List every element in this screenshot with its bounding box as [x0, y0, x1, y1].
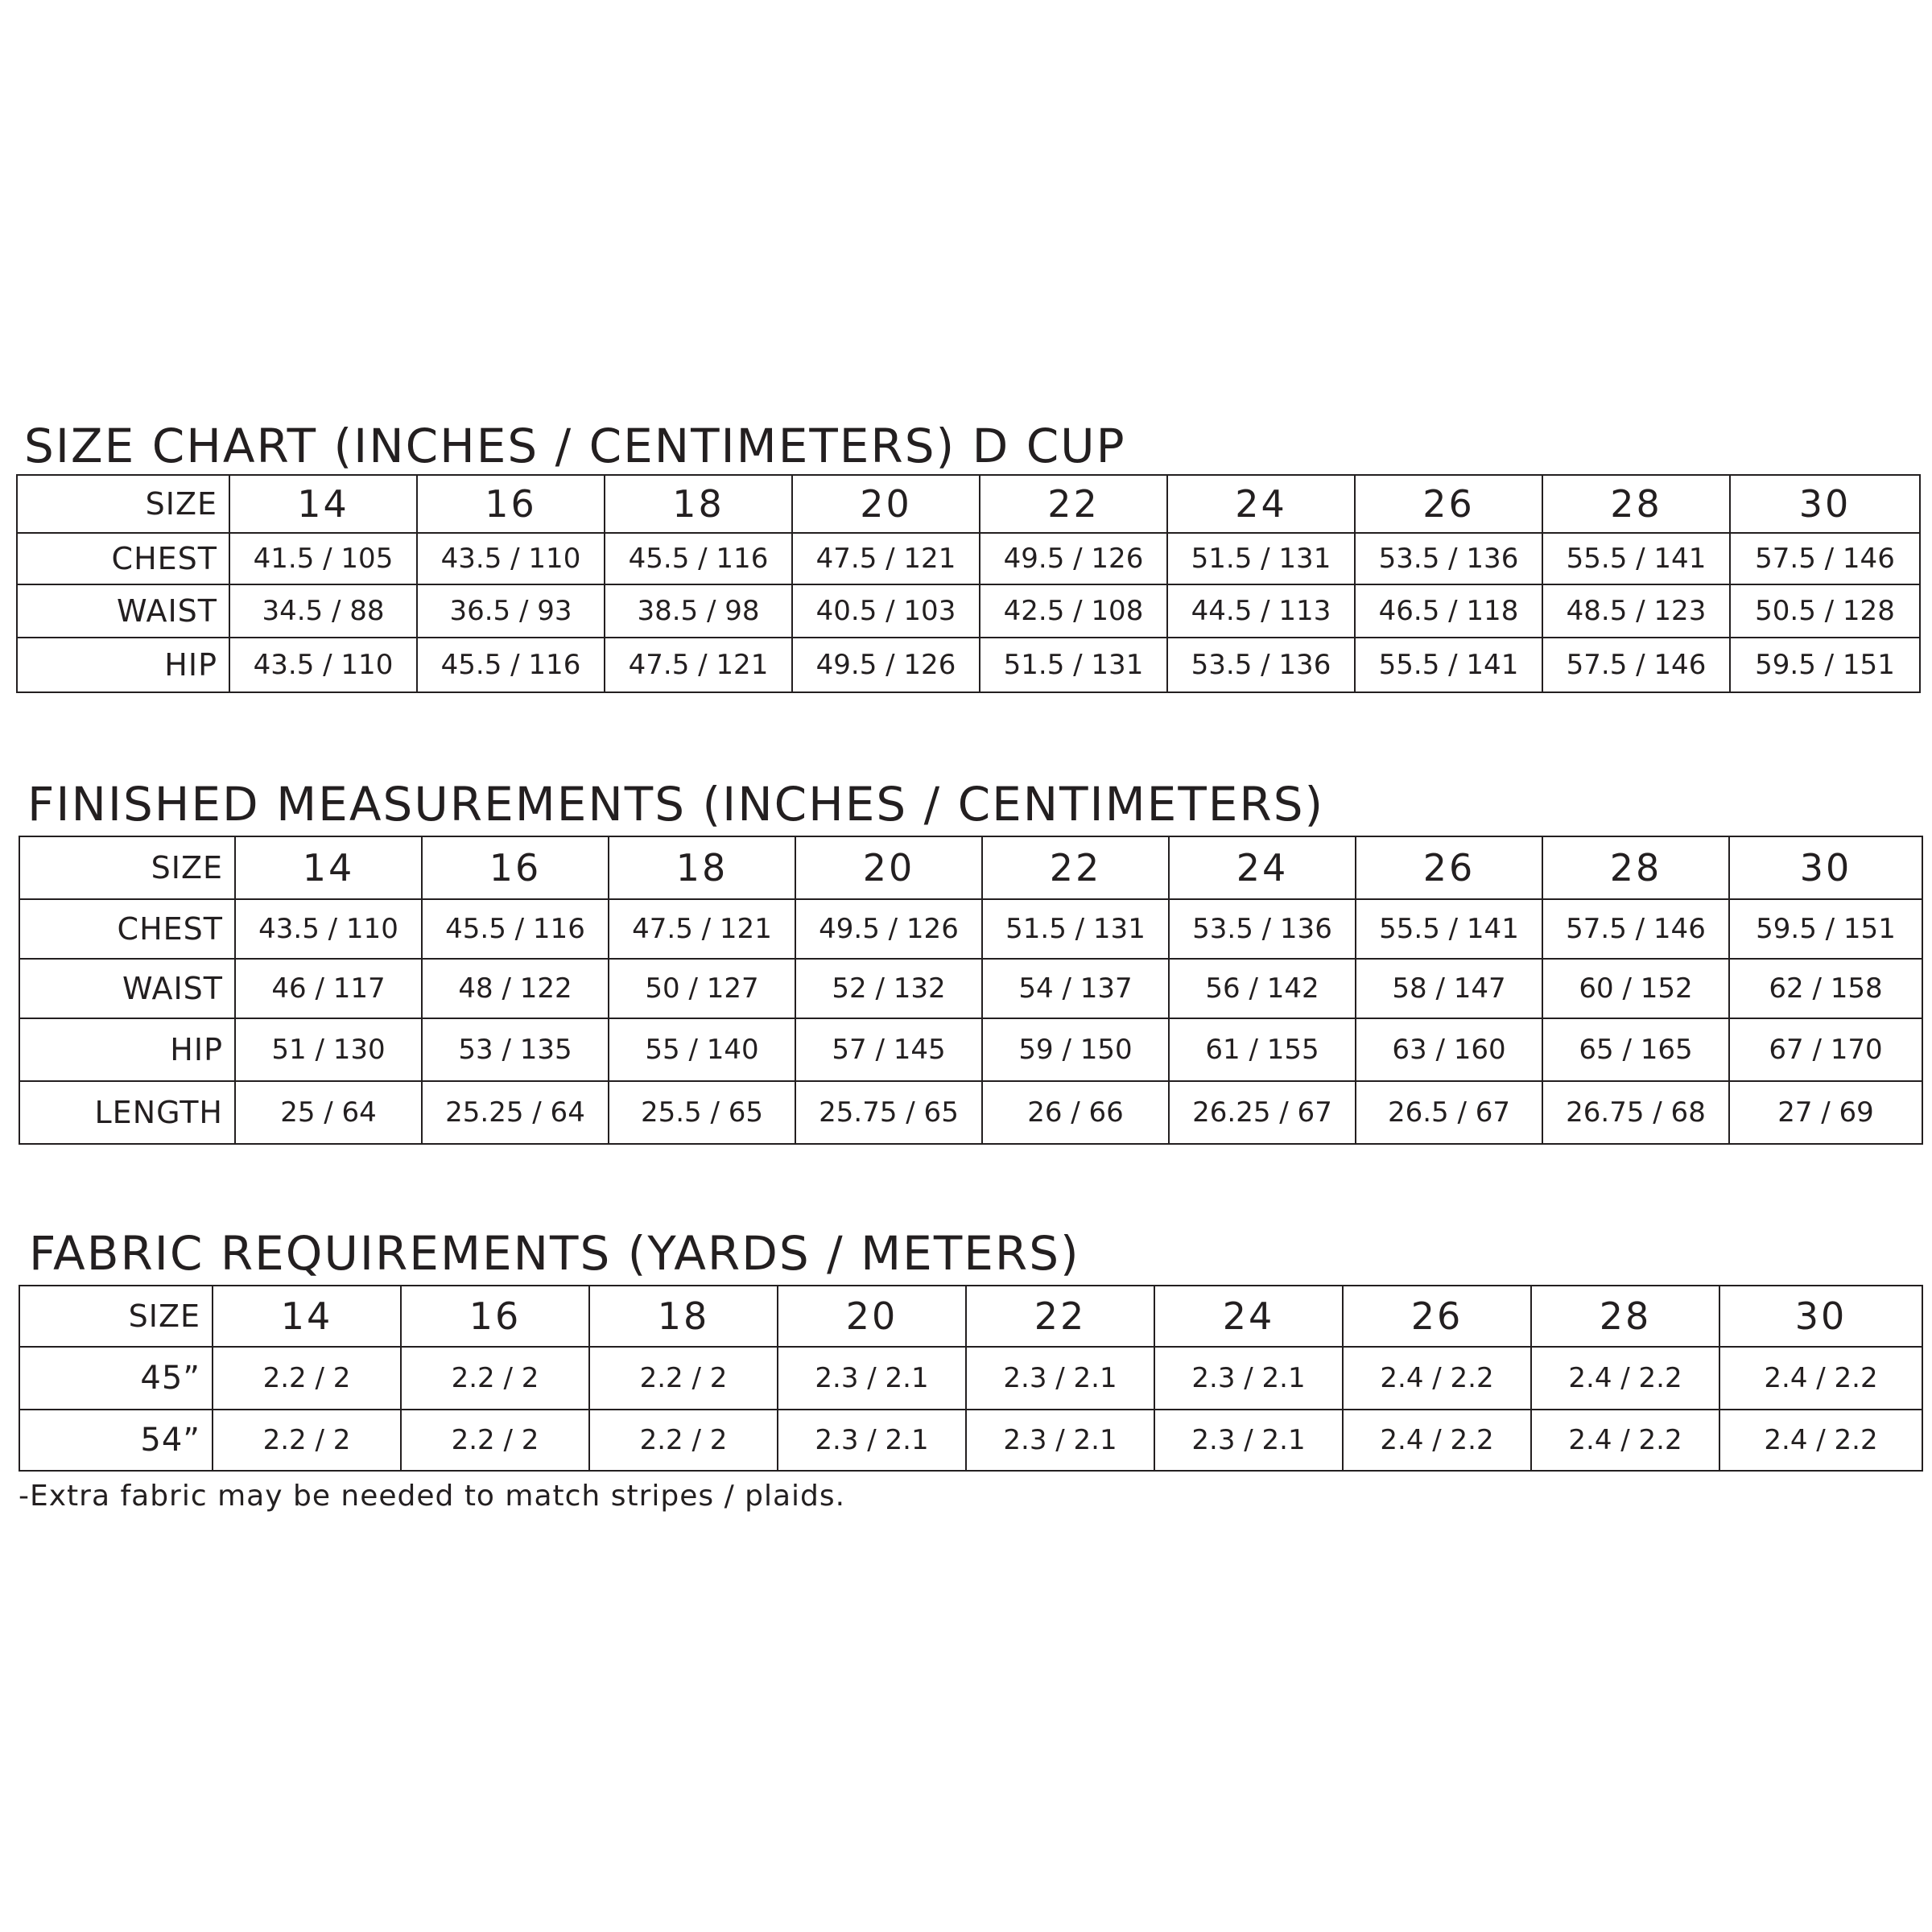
table-cell: 57 / 145	[795, 1018, 982, 1081]
table-row	[17, 533, 1920, 584]
table-cell: 58 / 147	[1356, 959, 1542, 1018]
table-row	[19, 1081, 1922, 1144]
table-cell: 51 / 130	[235, 1018, 422, 1081]
size-16: 16	[401, 1286, 589, 1347]
row-label-waist: WAIST	[19, 959, 235, 1018]
size-header-row	[17, 475, 1920, 533]
size-24: 24	[1169, 836, 1356, 899]
table-cell: 2.3 / 2.1	[1154, 1347, 1343, 1410]
size-26: 26	[1356, 836, 1542, 899]
table-cell: 52 / 132	[795, 959, 982, 1018]
row-label-length: LENGTH	[19, 1081, 235, 1144]
row-label-54-inch: 54”	[19, 1410, 213, 1471]
size-22: 22	[982, 836, 1169, 899]
table-cell: 54 / 137	[982, 959, 1169, 1018]
table-cell: 47.5 / 121	[605, 638, 792, 692]
size-18: 18	[609, 836, 795, 899]
table-cell: 41.5 / 105	[229, 533, 417, 584]
table-cell: 57.5 / 146	[1542, 638, 1730, 692]
table-cell: 57.5 / 146	[1542, 899, 1729, 959]
table-cell: 25.25 / 64	[422, 1081, 609, 1144]
table-cell: 50.5 / 128	[1730, 584, 1920, 638]
table-cell: 2.2 / 2	[401, 1410, 589, 1471]
table-cell: 36.5 / 93	[417, 584, 605, 638]
table-cell: 65 / 165	[1542, 1018, 1729, 1081]
table-cell: 34.5 / 88	[229, 584, 417, 638]
table-cell: 2.3 / 2.1	[966, 1347, 1154, 1410]
table-cell: 47.5 / 121	[792, 533, 980, 584]
table-cell: 2.2 / 2	[401, 1347, 589, 1410]
size-18: 18	[589, 1286, 778, 1347]
table-row	[19, 959, 1922, 1018]
table-cell: 44.5 / 113	[1167, 584, 1355, 638]
table-cell: 67 / 170	[1729, 1018, 1922, 1081]
size-26: 26	[1343, 1286, 1531, 1347]
table-cell: 61 / 155	[1169, 1018, 1356, 1081]
size-24: 24	[1154, 1286, 1343, 1347]
table-cell: 50 / 127	[609, 959, 795, 1018]
table-cell: 45.5 / 116	[605, 533, 792, 584]
row-label-chest: CHEST	[19, 899, 235, 959]
table-cell: 51.5 / 131	[980, 638, 1167, 692]
table-cell: 51.5 / 131	[1167, 533, 1355, 584]
table-cell: 45.5 / 116	[417, 638, 605, 692]
table-cell: 48 / 122	[422, 959, 609, 1018]
table-row	[17, 638, 1920, 692]
table-cell: 47.5 / 121	[609, 899, 795, 959]
table-cell: 62 / 158	[1729, 959, 1922, 1018]
table-cell: 55.5 / 141	[1355, 638, 1542, 692]
table-cell: 43.5 / 110	[417, 533, 605, 584]
fabric-footnote: -Extra fabric may be needed to match stripes / plaids.	[19, 1480, 846, 1513]
size-28: 28	[1531, 1286, 1719, 1347]
table-row	[19, 899, 1922, 959]
size-14: 14	[229, 475, 417, 533]
table-cell: 2.3 / 2.1	[966, 1410, 1154, 1471]
table-cell: 46.5 / 118	[1355, 584, 1542, 638]
finished-measurements-table	[19, 836, 1923, 1145]
table-cell: 55 / 140	[609, 1018, 795, 1081]
size-22: 22	[966, 1286, 1154, 1347]
size-20: 20	[795, 836, 982, 899]
table-cell: 49.5 / 126	[980, 533, 1167, 584]
table-cell: 25 / 64	[235, 1081, 422, 1144]
table-cell: 49.5 / 126	[795, 899, 982, 959]
table-cell: 59.5 / 151	[1730, 638, 1920, 692]
size-label: SIZE	[19, 1286, 213, 1347]
table-cell: 40.5 / 103	[792, 584, 980, 638]
table-cell: 53.5 / 136	[1167, 638, 1355, 692]
table-cell: 2.2 / 2	[213, 1347, 401, 1410]
table-cell: 43.5 / 110	[229, 638, 417, 692]
table-cell: 26.25 / 67	[1169, 1081, 1356, 1144]
table-cell: 53.5 / 136	[1169, 899, 1356, 959]
size-30: 30	[1719, 1286, 1922, 1347]
table-row	[19, 1018, 1922, 1081]
row-label-hip: HIP	[17, 638, 229, 692]
table-cell: 26.5 / 67	[1356, 1081, 1542, 1144]
finished-measurements-title: FINISHED MEASUREMENTS (INCHES / CENTIMETERS)	[27, 777, 1325, 832]
table-cell: 2.4 / 2.2	[1343, 1347, 1531, 1410]
row-label-hip: HIP	[19, 1018, 235, 1081]
size-20: 20	[792, 475, 980, 533]
table-cell: 46 / 117	[235, 959, 422, 1018]
table-row	[19, 1410, 1922, 1471]
table-cell: 53 / 135	[422, 1018, 609, 1081]
table-cell: 2.4 / 2.2	[1343, 1410, 1531, 1471]
table-cell: 43.5 / 110	[235, 899, 422, 959]
table-cell: 60 / 152	[1542, 959, 1729, 1018]
table-cell: 57.5 / 146	[1730, 533, 1920, 584]
size-label: SIZE	[17, 475, 229, 533]
table-row	[17, 584, 1920, 638]
size-16: 16	[422, 836, 609, 899]
table-cell: 2.2 / 2	[589, 1410, 778, 1471]
size-26: 26	[1355, 475, 1542, 533]
size-header-row	[19, 836, 1922, 899]
table-cell: 45.5 / 116	[422, 899, 609, 959]
table-cell: 59 / 150	[982, 1018, 1169, 1081]
size-chart-table	[16, 474, 1921, 693]
row-label-waist: WAIST	[17, 584, 229, 638]
size-28: 28	[1542, 475, 1730, 533]
table-cell: 2.4 / 2.2	[1719, 1347, 1922, 1410]
table-row	[19, 1347, 1922, 1410]
size-label: SIZE	[19, 836, 235, 899]
table-cell: 27 / 69	[1729, 1081, 1922, 1144]
size-30: 30	[1729, 836, 1922, 899]
size-chart-title: SIZE CHART (INCHES / CENTIMETERS) D CUP	[24, 419, 1126, 473]
table-cell: 38.5 / 98	[605, 584, 792, 638]
table-cell: 59.5 / 151	[1729, 899, 1922, 959]
fabric-requirements-table	[19, 1285, 1923, 1472]
table-cell: 2.2 / 2	[589, 1347, 778, 1410]
table-cell: 26.75 / 68	[1542, 1081, 1729, 1144]
table-cell: 25.75 / 65	[795, 1081, 982, 1144]
size-24: 24	[1167, 475, 1355, 533]
table-cell: 48.5 / 123	[1542, 584, 1730, 638]
table-cell: 25.5 / 65	[609, 1081, 795, 1144]
size-30: 30	[1730, 475, 1920, 533]
table-cell: 2.4 / 2.2	[1531, 1410, 1719, 1471]
size-22: 22	[980, 475, 1167, 533]
size-28: 28	[1542, 836, 1729, 899]
table-cell: 51.5 / 131	[982, 899, 1169, 959]
table-cell: 55.5 / 141	[1542, 533, 1730, 584]
fabric-requirements-title: FABRIC REQUIREMENTS (YARDS / METERS)	[29, 1226, 1080, 1281]
table-cell: 2.3 / 2.1	[1154, 1410, 1343, 1471]
size-14: 14	[235, 836, 422, 899]
size-16: 16	[417, 475, 605, 533]
size-20: 20	[778, 1286, 966, 1347]
size-header-row	[19, 1286, 1922, 1347]
table-cell: 2.3 / 2.1	[778, 1347, 966, 1410]
row-label-chest: CHEST	[17, 533, 229, 584]
table-cell: 26 / 66	[982, 1081, 1169, 1144]
table-cell: 2.4 / 2.2	[1719, 1410, 1922, 1471]
table-cell: 49.5 / 126	[792, 638, 980, 692]
table-cell: 55.5 / 141	[1356, 899, 1542, 959]
size-18: 18	[605, 475, 792, 533]
table-cell: 63 / 160	[1356, 1018, 1542, 1081]
table-cell: 2.4 / 2.2	[1531, 1347, 1719, 1410]
table-cell: 56 / 142	[1169, 959, 1356, 1018]
table-cell: 53.5 / 136	[1355, 533, 1542, 584]
table-cell: 42.5 / 108	[980, 584, 1167, 638]
row-label-45-inch: 45”	[19, 1347, 213, 1410]
table-cell: 2.2 / 2	[213, 1410, 401, 1471]
size-14: 14	[213, 1286, 401, 1347]
table-cell: 2.3 / 2.1	[778, 1410, 966, 1471]
